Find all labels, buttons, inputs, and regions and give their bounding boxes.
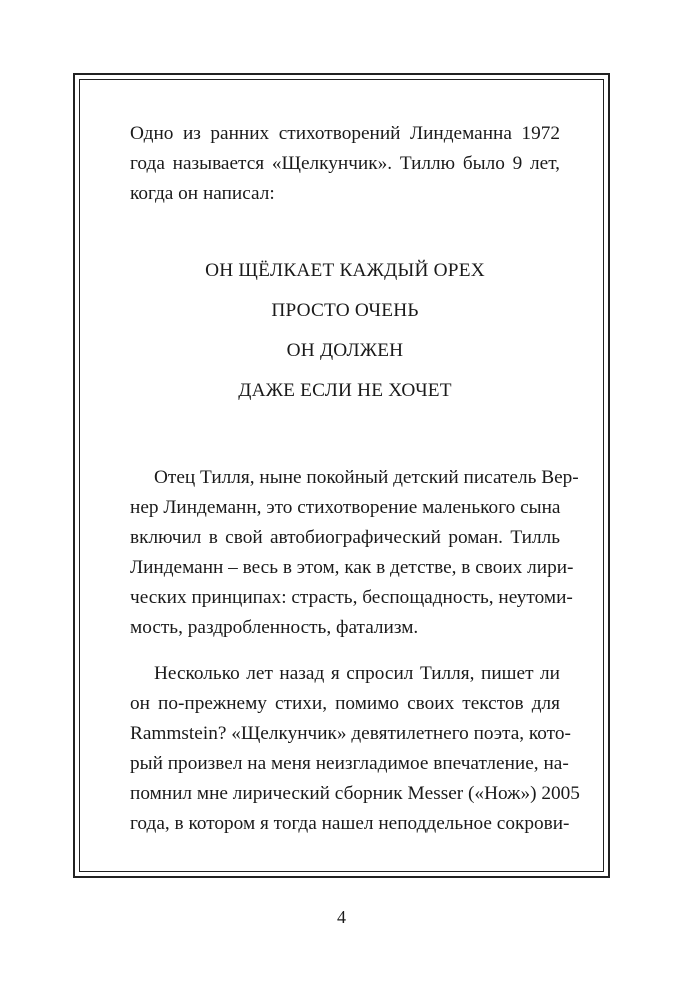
poem-line: ОН ЩЁЛКАЕТ КАЖДЫЙ ОРЕХ <box>205 260 485 281</box>
page-number: 4 <box>337 907 346 927</box>
text-line: когда он написал: <box>130 183 275 204</box>
text-line: Одно из ранних стихотворений Линдеманна 1972 <box>130 123 560 144</box>
intro-paragraph <box>130 119 560 209</box>
body-paragraph-1 <box>130 463 579 643</box>
text-line: Rammstein? «Щелкунчик» девятилетнего поэта, кото- <box>130 723 571 744</box>
text-line: помнил мне лирический сборник Messer («Нож») 2005 <box>130 783 580 804</box>
text-line: Несколько лет назад я спросил Тилля, пишет ли <box>154 663 560 684</box>
poem-line: ОН ДОЛЖЕН <box>286 340 404 361</box>
text-line: Линдеманн – весь в этом, как в детстве, в своих лири- <box>130 557 574 578</box>
poem-line: ПРОСТО ОЧЕНЬ <box>271 300 419 321</box>
text-line: года называется «Щелкунчик». Тиллю было 9 лет, <box>130 153 560 174</box>
text-line: Отец Тилля, ныне покойный детский писатель Вер- <box>154 467 579 488</box>
text-line: он по-прежнему стихи, помимо своих текстов для <box>130 693 560 714</box>
text-line: мость, раздробленность, фатализм. <box>130 617 419 638</box>
body-paragraph-2 <box>130 659 580 839</box>
text-line: года, в котором я тогда нашел неподдельное сокрови- <box>130 813 570 834</box>
poem-line: ДАЖЕ ЕСЛИ НЕ ХОЧЕТ <box>238 380 452 401</box>
text-line: нер Линдеманн, это стихотворение маленького сына <box>130 497 561 518</box>
poem <box>130 251 560 411</box>
text-line: ческих принципах: страсть, беспощадность, неутоми- <box>130 587 573 608</box>
text-line: рый произвел на меня неизгладимое впечатление, на- <box>130 753 569 774</box>
page-content <box>130 119 580 839</box>
text-line: включил в свой автобиографический роман. Тилль <box>130 527 560 548</box>
